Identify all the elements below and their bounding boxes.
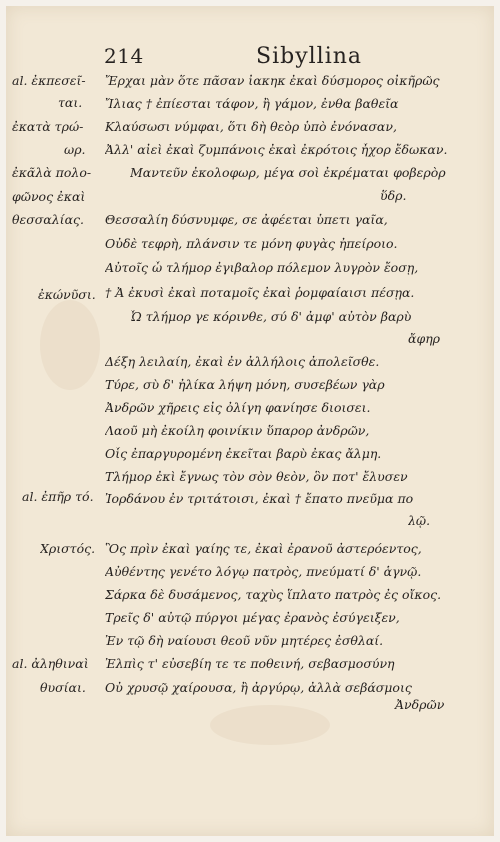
text-line: Ἔρχαι μὰν ὅτε πᾶσαν ἰακηκ ἐκαὶ δύσμορος οἰκῆρῶς [105, 74, 440, 88]
running-title: Sibyllina [256, 44, 363, 69]
text-line: Αὐτοῖς ὦ τλήμορ ἐγιβαλορ πόλεμον λυγρὸν ἔοσῃ, [105, 261, 419, 275]
text-line: ὕδρ. [380, 189, 407, 203]
text-line: Λαοῦ μὴ ἐκοίλη φοινίκιν ὕπαρορ ἀνδρῶν, [105, 424, 370, 438]
text-line: Οὐδὲ τεφρὴ, πλάνσιν τε μόνη φυγὰς ἠπείροιο. [105, 237, 398, 251]
text-line: Ἀνδρῶν χῆρεις εἰς ὀλίγη φανίησε διοισει. [105, 401, 371, 415]
text-line: † Ἀ ἐκυσὶ ἐκαὶ ποταμοῖς ἐκαὶ ῥομφαίαισι πέσῃα. [105, 286, 415, 300]
text-line: Ἀλλ' αἰεὶ ἐκαὶ ζυμπάνοις ἐκαὶ ἐκρότοις ἦχορ ἔδωκαν. [105, 143, 448, 157]
text-line: Οὐ χρυσῷ χαίρουσα, ἢ ἀργύρῳ, ἀλλὰ σεβάσμοις [105, 681, 412, 695]
margin-note: al. ἐκπεσεῖ- [12, 74, 86, 88]
text-line: Οἷς ἐπαργυρομένη ἐκεῖται βαρὺ ἐκας ἄλμη. [105, 447, 382, 461]
paper-stain [210, 705, 330, 745]
text-line: Κλαύσωσι νύμφαι, ὅτι δὴ θεὸρ ὑπὸ ἐνόνασαν, [105, 120, 397, 134]
page-number: 214 [104, 44, 144, 68]
margin-note: θυσίαι. [40, 681, 86, 695]
text-line: Αὐθέντης γενέτο λόγῳ πατρὸς, πνεύματί δ' ἁγνῷ. [105, 565, 422, 579]
margin-note: φῶνος ἐκαὶ [12, 190, 86, 204]
margin-note: al. ἀληθιναὶ [12, 657, 89, 671]
text-line: Τλήμορ ἐκὶ ἔγνως τὸν σὸν θεὸν, ὃν ποτ' ἔλυσεν [105, 470, 408, 484]
margin-note: ται. [58, 96, 83, 110]
margin-note: θεσσαλίας. [12, 213, 84, 227]
margin-note: ωρ. [64, 143, 86, 157]
text-line: λῷ. [408, 514, 431, 528]
text-line: Θεσσαλίη δύσνυμφε, σε ἀφέεται ὑπετι γαῖα, [105, 213, 388, 227]
text-line: Δέξη λειλαίη, ἐκαὶ ἐν ἀλλήλοις ἀπολεῖσθε. [105, 355, 380, 369]
text-line: Ἐν τῷ δὴ ναίουσι θεοῦ νῦν μητέρες ἐσθλαί. [105, 634, 384, 648]
text-line: ἄφηρ [408, 332, 441, 346]
text-line: Τρεῖς δ' αὐτῷ πύργοι μέγας ἐρανὸς ἐσύγειξεν, [105, 611, 400, 625]
margin-note: ἐκατὰ τρώ- [12, 120, 84, 134]
text-line: Τύρε, σὺ δ' ἠλίκα λήψη μόνη, συσεβέων γὰρ [105, 378, 385, 392]
text-line: Ἰορδάνου ἐν τριτάτοισι, ἐκαὶ † ἔπατο πνεῦμα πο [105, 492, 414, 506]
catchword: Ἀνδρῶν [395, 697, 445, 712]
margin-note: ἐκώνῦσι. [38, 288, 96, 302]
text-line: Μαντεῦν ἐκολοφωρ, μέγα σοὶ ἐκρέμαται φοβερὸρ [130, 166, 446, 180]
margin-note: Χριστός. [40, 542, 96, 556]
text-line: Ὦ τλήμορ γε κόρινθε, σύ δ' ἀμφ' αὐτὸν βαρὺ [130, 310, 412, 324]
margin-note: al. ἐπῆρ τό. [22, 490, 94, 504]
margin-note: ἐκᾶλὰ πολο- [12, 166, 92, 180]
paper-stain [40, 300, 100, 390]
page-header [0, 44, 500, 74]
text-line: Σάρκα δὲ δυσάμενος, ταχὺς ἵπλατο πατρὸς ἐς οἴκος. [105, 588, 442, 602]
text-line: Ἐλπὶς τ' εὐσεβίη τε τε ποθεινή, σεβασμοσύνη [105, 657, 395, 671]
text-line: Ἴλιας † ἐπίεσται τάφον, ἢ γάμον, ἐνθα βαθεῖα [105, 97, 399, 111]
text-line: Ὃς πρὶν ἐκαὶ γαίης τε, ἐκαὶ ἐρανοῦ ἀστερόεντος, [105, 542, 422, 556]
